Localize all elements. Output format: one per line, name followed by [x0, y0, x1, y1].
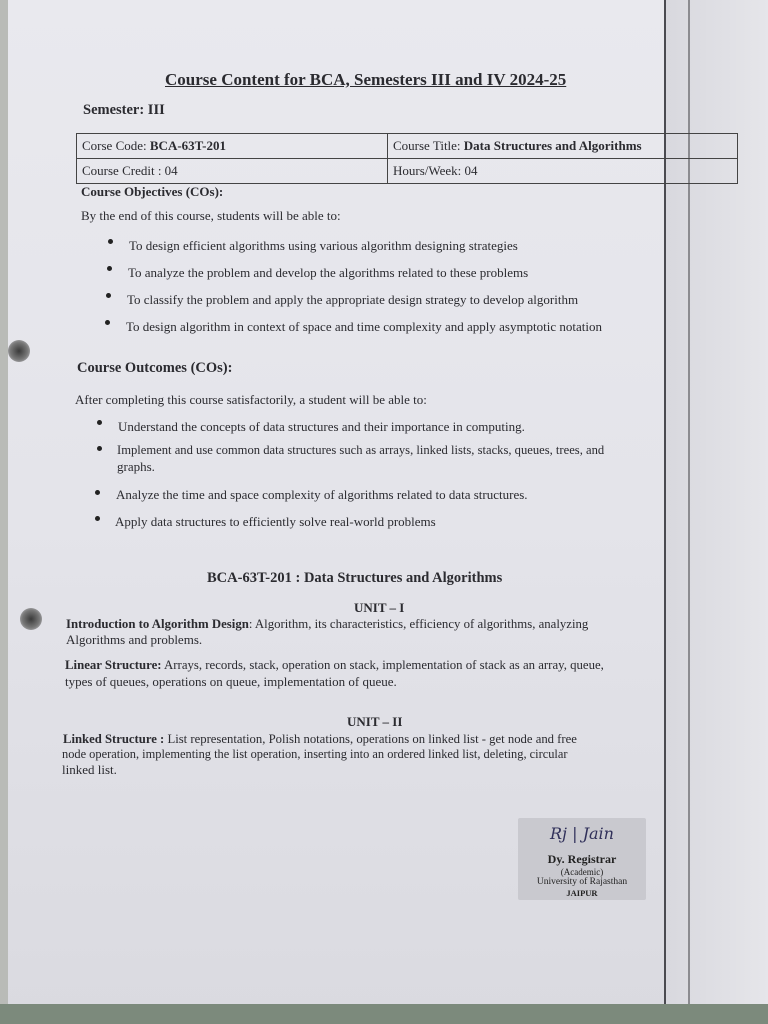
- objective-item: To analyze the problem and develop the algorithms related to these problems: [128, 265, 529, 280]
- unit-1-heading: UNIT – I: [354, 600, 405, 615]
- semester-label: Semester: III: [83, 102, 165, 118]
- page-bottom-edge: [0, 1004, 768, 1024]
- outcomes-heading: Course Outcomes (COs):: [77, 360, 233, 376]
- bullet-icon: [108, 239, 113, 244]
- course-code: BCA-63T-201: [149, 138, 226, 153]
- course-title: Data Structures and Algorithms: [463, 138, 642, 153]
- outcome-item: Apply data structures to efficiently solve real-world problems: [115, 514, 436, 529]
- outcome-item-continuation: graphs.: [117, 459, 155, 474]
- objective-item: To design efficient algorithms using various algorithm designing strategies: [129, 238, 518, 253]
- linear-paragraph-line: types of queues, operations on queue, implementation of queue.: [65, 674, 397, 689]
- hours-per-week: Hours/Week: 04: [388, 159, 738, 184]
- bullet-icon: [106, 293, 111, 298]
- bullet-icon: [97, 420, 102, 425]
- outcome-item: Analyze the time and space complexity of algorithms related to data structures.: [116, 487, 528, 502]
- stamp-title: Dy. Registrar: [547, 852, 617, 866]
- objectives-heading: Course Objectives (COs):: [81, 184, 224, 199]
- outcome-item: Implement and use common data structures such as arrays, linked lists, stacks, queues, trees, and: [117, 443, 605, 457]
- bullet-icon: [105, 320, 110, 325]
- signature: Rj | Jain: [550, 824, 614, 843]
- course-title-cell: Course Title: Data Structures and Algorithms: [388, 134, 738, 159]
- bullet-icon: [95, 516, 100, 521]
- course-code-cell: Corse Code: BCA-63T-201: [77, 134, 388, 159]
- course-credit: Course Credit : 04: [77, 159, 388, 184]
- page-left-edge: [0, 0, 8, 1024]
- stamp-university: University of Rajasthan: [536, 877, 628, 887]
- punch-hole: [8, 340, 30, 362]
- intro-paragraph-line: Algorithms and problems.: [66, 632, 203, 647]
- objectives-intro: By the end of this course, students will be able to:: [81, 208, 341, 223]
- linked-paragraph-line: node operation, implementing the list operation, inserting into an ordered linked list, deleting, circular: [62, 747, 568, 761]
- stamp-city: JAIPUR: [566, 888, 598, 898]
- unit-2-heading: UNIT – II: [347, 714, 403, 729]
- outcome-item: Understand the concepts of data structures and their importance in computing.: [118, 419, 525, 434]
- punch-hole: [20, 608, 42, 630]
- objective-item: To design algorithm in context of space and time complexity and apply asymptotic notation: [126, 319, 603, 334]
- page-title: Course Content for BCA, Semesters III and IV 2024-25: [165, 70, 567, 89]
- course-info-table: [76, 133, 738, 184]
- bullet-icon: [97, 446, 102, 451]
- objective-item: To classify the problem and apply the appropriate design strategy to develop algorithm: [127, 292, 579, 307]
- linear-paragraph-line: Linear Structure: Arrays, records, stack, operation on stack, implementation of stack as an array, queue,: [65, 658, 604, 672]
- stamp-dept: (Academic): [560, 867, 604, 877]
- intro-paragraph-line: Introduction to Algorithm Design: Algorithm, its characteristics, efficiency of algorithms, analyzing: [66, 617, 589, 631]
- bullet-icon: [95, 490, 100, 495]
- bullet-icon: [107, 266, 112, 271]
- outcomes-intro: After completing this course satisfactorily, a student will be able to:: [75, 392, 427, 407]
- linked-paragraph-line: linked list.: [62, 762, 117, 777]
- linked-paragraph-line: Linked Structure : List representation, Polish notations, operations on linked list - get node and free: [63, 732, 577, 746]
- registrar-stamp: [518, 818, 646, 900]
- syllabus-heading: BCA-63T-201 : Data Structures and Algorithms: [207, 570, 503, 586]
